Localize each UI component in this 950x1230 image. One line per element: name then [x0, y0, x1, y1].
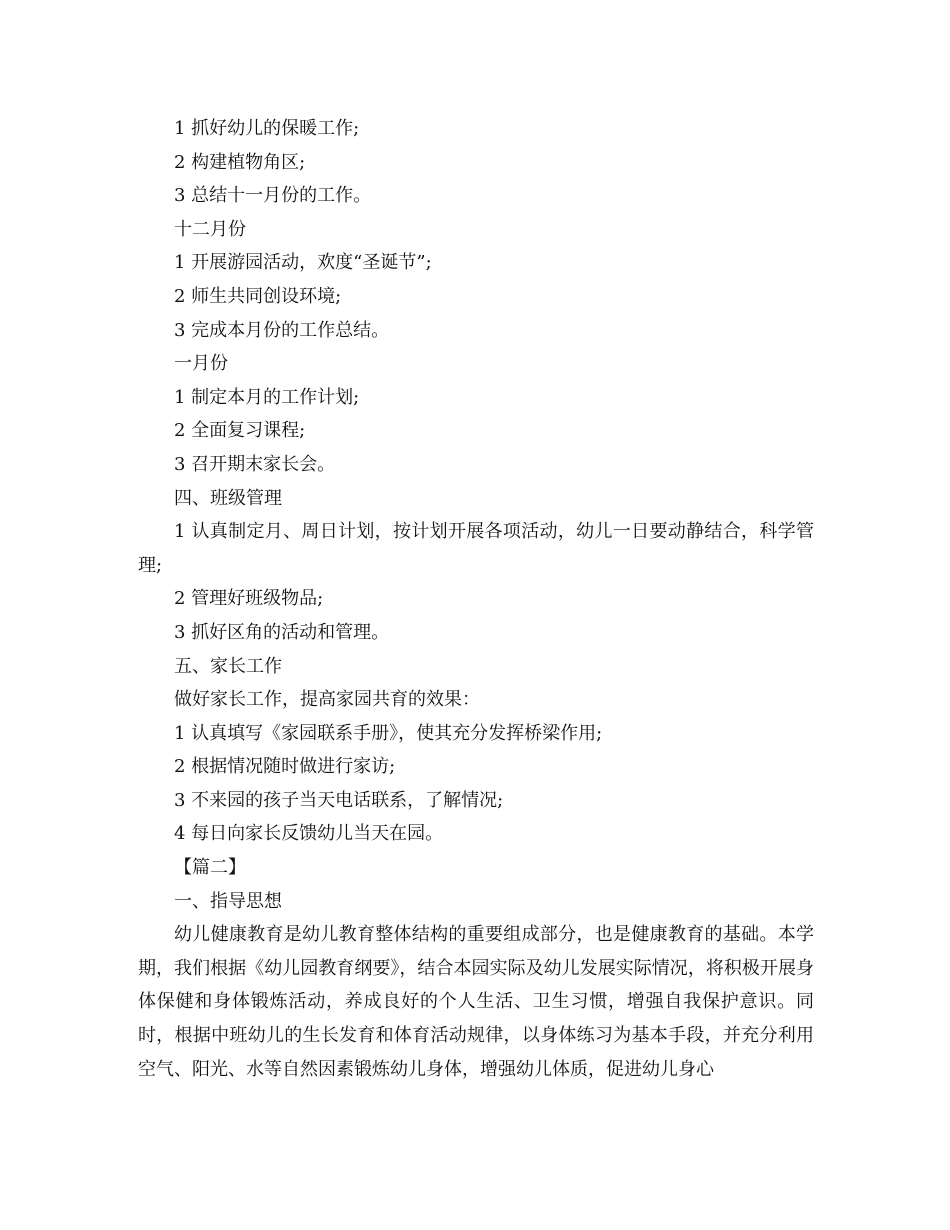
text-line: 3 不来园的孩子当天电话联系，了解情况;: [174, 789, 504, 811]
text-line: 2 全面复习课程;: [174, 420, 306, 442]
text-line: 做好家长工作，提高家园共育的效果：: [174, 689, 480, 711]
text-line: 2 构建植物角区;: [174, 151, 306, 173]
text-line: 1 制定本月的工作计划;: [174, 386, 360, 408]
part-marker: 【篇二】: [174, 857, 246, 879]
section-heading: 四、班级管理: [174, 487, 282, 509]
paragraph-guiding-thought: 幼儿健康教育是幼儿教育整体结构的重要组成部分，也是健康教育的基础。本学期，我们根据《幼儿园教育纲要》，结合本园实际及幼儿发展实际情况，将积极开展身体保健和身体锻炼活动，养成良好的个人生活、卫生习惯，增强自我保护意识。同时，根据中班幼儿的生长发育和体育活动规律，以身体练习为基本手段，并充分利用空气、阳光、水等自然因素锻炼幼儿身体，增强幼儿体质，促进幼儿身心: [138, 924, 814, 1080]
text-line: 3 完成本月份的工作总结。: [174, 319, 390, 341]
text-line: 1 抓好幼儿的保暖工作;: [174, 118, 360, 139]
text-line: 2 管理好班级物品;: [174, 588, 324, 610]
text-line: 2 根据情况随时做进行家访;: [174, 756, 396, 778]
section-heading: 一、指导思想: [174, 890, 282, 912]
paragraph-class-management: 1 认真制定月、周日计划，按计划开展各项活动，幼儿一日要动静结合，科学管理;: [138, 521, 814, 576]
text-line: 4 每日向家长反馈幼儿当天在园。: [174, 823, 444, 845]
text-line: 1 认真填写《家园联系手册》，使其充分发挥桥梁作用;: [174, 722, 603, 744]
text-line: 3 召开期末家长会。: [174, 453, 336, 475]
section-heading: 一月份: [174, 353, 228, 375]
section-heading: 五、家长工作: [174, 655, 282, 677]
document-body: [138, 112, 814, 1120]
text-line: 3 总结十一月份的工作。: [174, 185, 372, 207]
text-line: 1 开展游园活动，欢度“圣诞节”;: [174, 252, 432, 274]
section-heading: 十二月份: [174, 218, 246, 240]
text-line: 2 师生共同创设环境;: [174, 285, 342, 307]
text-line: 3 抓好区角的活动和管理。: [174, 621, 390, 643]
